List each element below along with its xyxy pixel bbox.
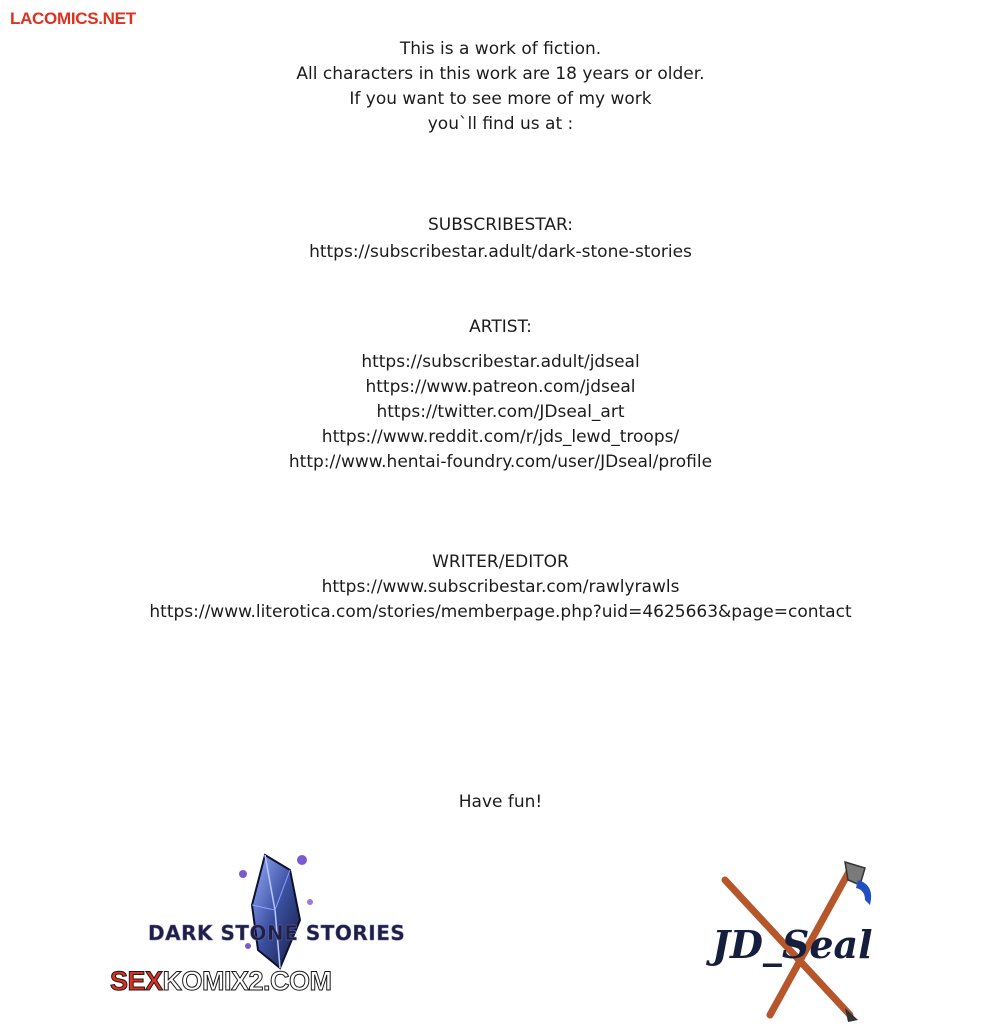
artist-heading: ARTIST:	[469, 317, 532, 337]
artist-section	[0, 315, 1001, 475]
writer-heading: WRITER/EDITOR	[432, 552, 569, 572]
watermark-sexkomix	[110, 966, 332, 997]
intro-line: If you want to see more of my work	[349, 89, 652, 109]
subscribestar-section	[0, 212, 1001, 266]
artist-link-hentai-foundry[interactable]: http://www.hentai-foundry.com/user/JDseal/profile	[288, 452, 713, 472]
watermark-sexkomix-part1: SEX	[110, 966, 163, 996]
dark-stone-stories-logo-text: DARK STONE STORIES	[148, 921, 406, 945]
subscribestar-link[interactable]: https://subscribestar.adult/dark-stone-stories	[309, 242, 692, 262]
subscribestar-heading: SUBSCRIBESTAR:	[428, 215, 573, 235]
writer-section	[0, 550, 1001, 625]
jdseal-logo-text: JD_Seal	[712, 922, 873, 967]
closing-line: Have fun!	[458, 792, 543, 812]
closing-text	[0, 792, 1001, 812]
intro-line: All characters in this work are 18 years or older.	[296, 64, 705, 84]
artist-link-subscribestar[interactable]: https://subscribestar.adult/jdseal	[361, 352, 640, 372]
watermark-lacomics: LACOMICS.NET	[10, 9, 136, 28]
intro-line: you`ll find us at :	[427, 114, 574, 134]
artist-link-twitter[interactable]: https://twitter.com/JDseal_art	[376, 402, 625, 422]
artist-link-reddit[interactable]: https://www.reddit.com/r/jds_lewd_troops/	[321, 427, 680, 447]
dark-stone-crystal-icon	[140, 850, 430, 970]
artist-link-patreon[interactable]: https://www.patreon.com/jdseal	[365, 377, 636, 397]
writer-link-subscribestar[interactable]: https://www.subscribestar.com/rawlyrawls	[321, 577, 680, 597]
intro-line: This is a work of fiction.	[399, 39, 602, 59]
writer-link-literotica[interactable]: https://www.literotica.com/stories/memberpage.php?uid=4625663&page=contact	[149, 602, 852, 622]
watermark-sexkomix-part2: KOMIX2.COM	[162, 966, 332, 996]
intro-text	[0, 37, 1001, 137]
